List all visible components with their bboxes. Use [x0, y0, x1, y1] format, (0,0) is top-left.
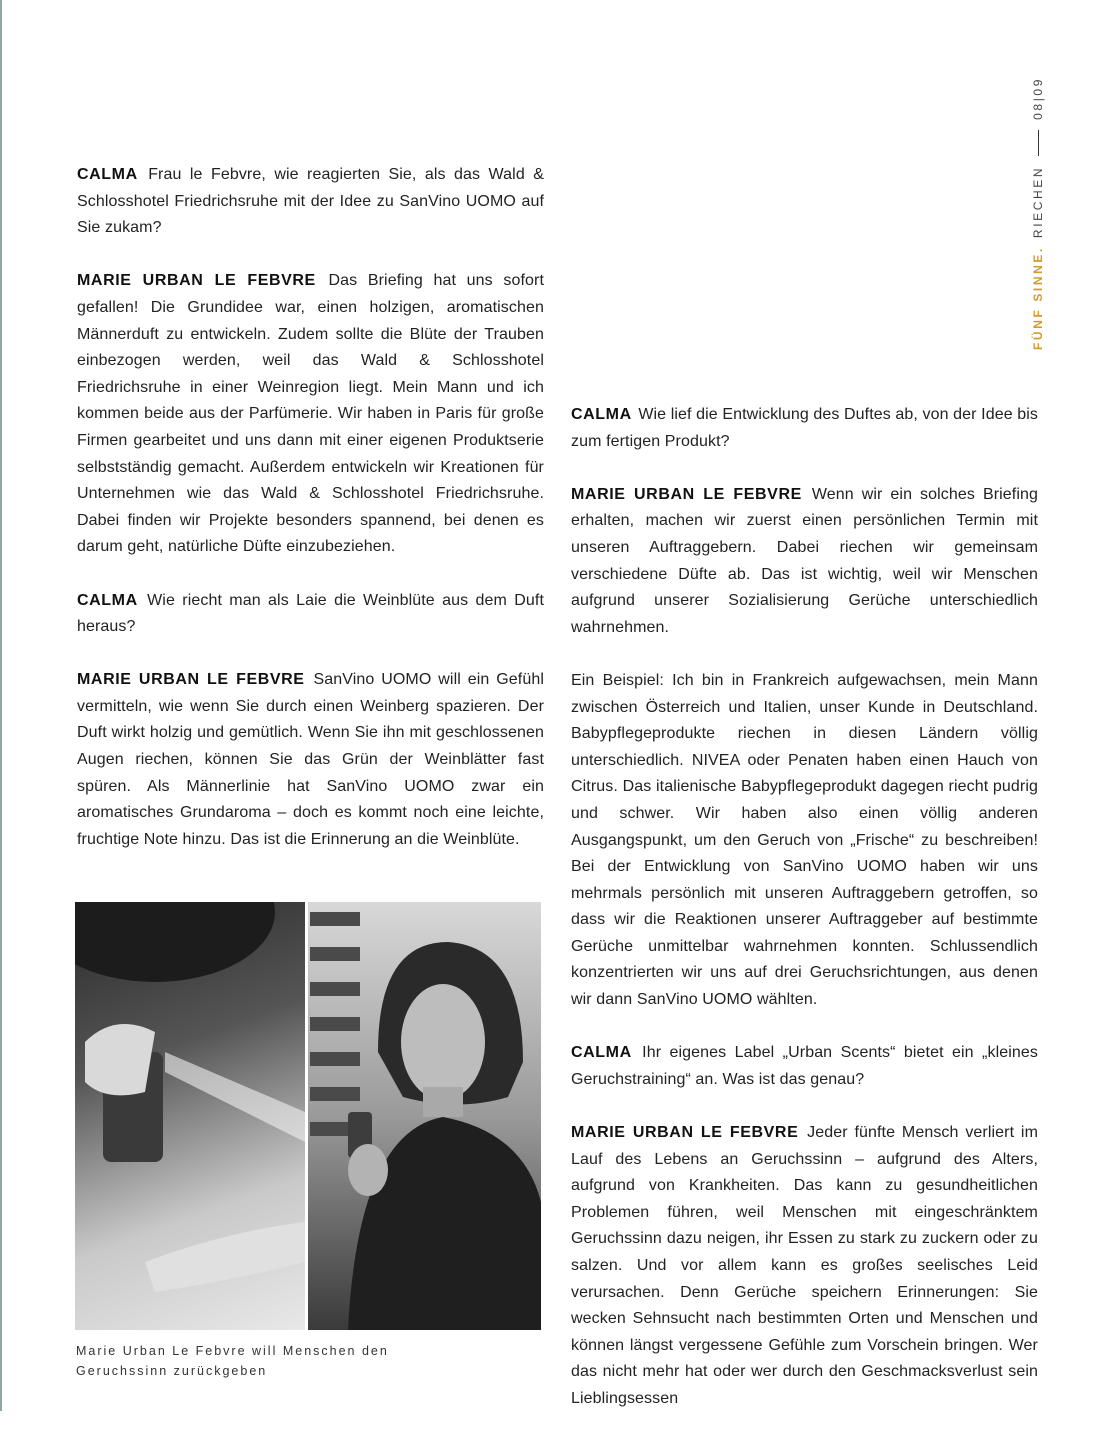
interview-paragraph — [77, 667, 544, 853]
interview-paragraph — [77, 162, 544, 242]
speaker-label: CALMA — [77, 591, 138, 609]
page-edge-line — [0, 0, 2, 1411]
photo-perfume-spray — [75, 902, 305, 1330]
series-title: FÜNF SINNE. — [1031, 246, 1045, 350]
speaker-label: CALMA — [571, 406, 632, 423]
section-title: RIECHEN — [1031, 165, 1045, 239]
perfumer-portrait-illustration — [308, 902, 541, 1330]
paragraph-text: SanVino UOMO will ein Gefühl vermitteln, wie wenn Sie durch einen Weinberg spazieren. Der Duft wirkt holzig und gemütlich. Wenn Sie ihn mit geschlossenen Augen riechen, können Sie das Grün der Weinblätter fast spüren. Als Männerlinie hat SanVino UOMO zwar ein aromatisches Grundaroma – doch es kommt noch eine leichte, fruchtige Note hinzu. Das ist die Erinnerung an die Weinblüte. — [77, 671, 545, 848]
speaker-label: MARIE URBAN LE FEBVRE — [571, 1124, 799, 1142]
speaker-label: CALMA — [571, 1044, 632, 1062]
paragraph-text: Wie lief die Entwicklung des Duftes ab, von der Idee bis zum fertigen Produkt? — [571, 406, 1038, 450]
speaker-label: CALMA — [77, 166, 138, 183]
running-header — [1028, 60, 1048, 350]
photo-caption — [76, 1341, 496, 1381]
caption-line: Geruchssinn zurückgeben — [76, 1364, 268, 1378]
photo-perfumer-portrait — [308, 902, 541, 1330]
caption-line: Marie Urban Le Febvre will Menschen den — [76, 1344, 389, 1358]
right-column — [571, 402, 1038, 1439]
paragraph-text: Frau le Febvre, wie reagierten Sie, als das Wald & Schlosshotel Friedrichsruhe mit der Idee zu SanVino UOMO auf Sie zukam? — [77, 166, 544, 237]
paragraph-text: Ein Beispiel: Ich bin in Frankreich aufgewachsen, mein Mann zwischen Österreich und Italien, unser Kunde in Deutschland. Babypflegeprodukte riechen in diesen Ländern völlig unterschiedlich. NIVEA oder Penaten haben einen Hauch von Citrus. Das italienische Babypflegeprodukt dagegen riecht pudrig und schwer. Wir haben also einen völlig anderen Ausgangspunkt, um den Geruch von „Frische“ zu beschreiben! Bei der Entwicklung von SanVino UOMO haben wir uns mehrmals persönlich mit unseren Auftraggebern getroffen, so dass wir die Reaktionen unserer Auftraggeber auf bestimmte Gerüche unmittelbar wahrnehmen konnten. Schlussendlich konzentrierten wir uns auf drei Geruchsrichtungen, aus denen wir dann SanVino UOMO wählten. — [571, 671, 1038, 1009]
speaker-label: MARIE URBAN LE FEBVRE — [77, 671, 305, 689]
interview-paragraph — [571, 1120, 1038, 1413]
header-rule — [1038, 130, 1039, 156]
left-column — [77, 162, 544, 880]
speaker-label: MARIE URBAN LE FEBVRE — [571, 485, 802, 503]
interview-paragraph — [77, 588, 544, 641]
perfume-spray-illustration — [75, 902, 305, 1330]
paragraph-text: Wenn wir ein solches Briefing erhalten, machen wir zuerst einen persönlichen Termin mit unseren Auftraggebern. Dabei riechen wir gemeinsam verschiedene Düfte ab. Das ist wichtig, weil wir Menschen aufgrund unserer Sozialisierung Gerüche unterschiedlich wahrnehmen. — [571, 485, 1039, 636]
interview-paragraph — [571, 482, 1038, 642]
paragraph-text: Ihr eigenes Label „Urban Scents“ bietet ein „kleines Geruchstraining“ an. Was ist das genau? — [571, 1044, 1038, 1088]
paragraph-text: Jeder fünfte Mensch verliert im Lauf des Lebens an Geruchssinn – aufgrund des Alters, aufgrund von Krankheiten. Das kann zu gesundheitlichen Problemen führen, weil Menschen mit eingeschränktem Geruchssinn dazu neigen, ihr Essen zu stark zu zuckern oder zu salzen. Und vor allem kann es großes seelisches Leid verursachen. Denn Gerüche speichern Erinnerungen: Sie wecken Sehnsucht nach bestimmten Orten und Menschen und können längst vergessene Gefühle zum Vorschein bringen. Wer das nicht mehr hat oder wer durch den Geschmacksverlust sein Lieblingsessen — [571, 1124, 1038, 1407]
interview-paragraph — [571, 668, 1038, 1014]
interview-paragraph — [571, 402, 1038, 455]
interview-paragraph — [77, 268, 544, 561]
speaker-label: MARIE URBAN LE FEBVRE — [77, 272, 316, 290]
page-numbers: 08|09 — [1031, 77, 1045, 120]
paragraph-text: Wie riecht man als Laie die Weinblüte aus dem Duft heraus? — [77, 591, 545, 636]
paragraph-text: Das Briefing hat uns sofort gefallen! Die Grundidee war, einen holzigen, aromatischen Männerduft zu entwickeln. Zudem sollte die Blüte der Trauben einbezogen werden, weil das Wald & Schlosshotel Friedrichsruhe in einer Weinregion liegt. Mein Mann und ich kommen beide aus der Parfümerie. Wir haben in Paris für große Firmen gearbeitet und uns dann mit einer eigenen Produktserie selbstständig gemacht. Außerdem entwickeln wir Kreationen für Unternehmen wie das Wald & Schlosshotel Friedrichsruhe. Dabei finden wir Projekte besonders spannend, bei denen es darum geht, natürliche Düfte einzubeziehen. — [77, 272, 545, 556]
interview-paragraph — [571, 1040, 1038, 1093]
